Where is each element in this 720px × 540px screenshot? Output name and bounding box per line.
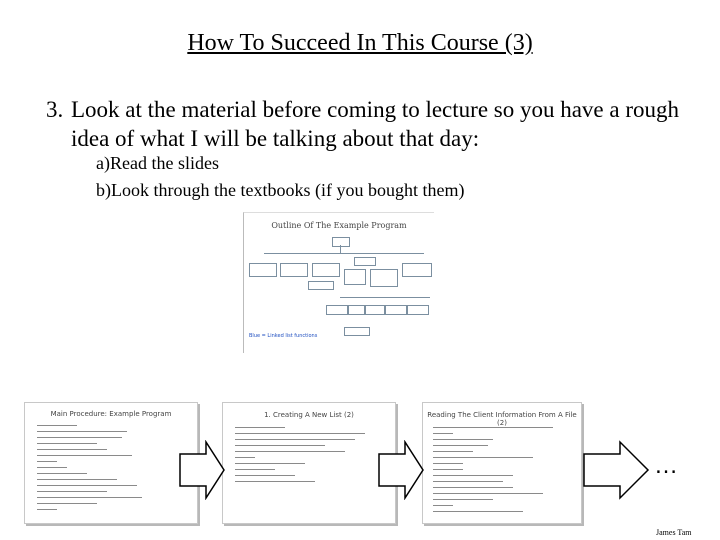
flowchart-connector bbox=[340, 297, 430, 298]
flowchart-connector bbox=[264, 253, 424, 254]
flowchart-connector bbox=[340, 245, 341, 253]
flowchart-title: Outline Of The Example Program bbox=[271, 221, 407, 230]
flowchart-box bbox=[370, 269, 398, 287]
flowchart-box bbox=[365, 305, 385, 315]
right-arrow-icon bbox=[377, 440, 427, 500]
flowchart-legend: Blue = Linked list functions bbox=[249, 333, 318, 339]
flowchart-box bbox=[348, 305, 365, 315]
continuation-ellipsis: … bbox=[654, 452, 678, 479]
code-listing bbox=[235, 427, 375, 487]
slide-thumbnail-2 bbox=[222, 402, 396, 524]
flowchart-box bbox=[249, 263, 277, 277]
sub-item-b: b)Look through the textbooks (if you bought them) bbox=[96, 180, 465, 200]
flowchart-box bbox=[344, 269, 366, 285]
right-arrow-icon bbox=[582, 440, 652, 500]
flowchart-box bbox=[308, 281, 334, 290]
slide-title: How To Succeed In This Course (3) bbox=[187, 30, 533, 56]
flowchart-figure bbox=[243, 212, 434, 353]
thumbnail-title: Reading The Client Information From A File (2) bbox=[427, 411, 577, 427]
flowchart-box bbox=[326, 305, 348, 315]
right-arrow-icon bbox=[178, 440, 228, 500]
flowchart-box bbox=[407, 305, 429, 315]
slide-thumbnail-3 bbox=[422, 402, 582, 524]
thumbnail-title: Main Procedure: Example Program bbox=[50, 410, 172, 418]
code-listing bbox=[433, 427, 563, 517]
code-listing bbox=[37, 425, 147, 515]
slide-thumbnail-1 bbox=[24, 402, 198, 524]
flowchart-box bbox=[344, 327, 370, 336]
sub-item-a: a)Read the slides bbox=[96, 153, 219, 173]
point-number: 3. bbox=[46, 97, 64, 122]
flowchart-box bbox=[354, 257, 376, 266]
flowchart-box bbox=[312, 263, 340, 277]
author-footer: James Tam bbox=[656, 528, 692, 537]
flowchart-box bbox=[332, 237, 350, 247]
thumbnail-title: 1. Creating A New List (2) bbox=[264, 411, 354, 419]
flowchart-box bbox=[402, 263, 432, 277]
flowchart-box bbox=[385, 305, 407, 315]
flowchart-box bbox=[280, 263, 308, 277]
point-text: Look at the material before coming to lecture so you have a rough idea of what I will be talking about that day: bbox=[71, 97, 680, 151]
